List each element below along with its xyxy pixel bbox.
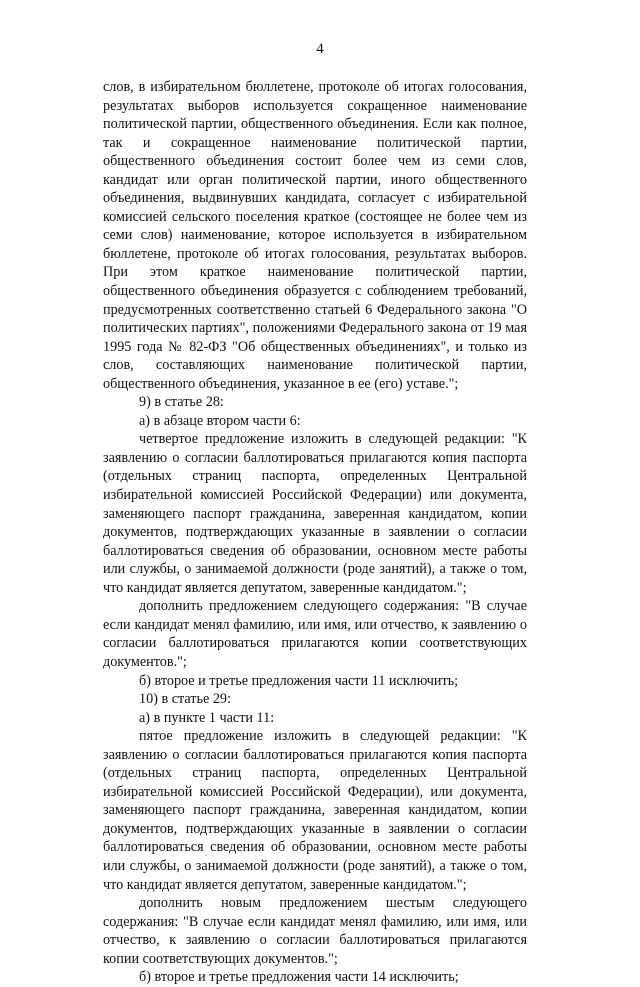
paragraph-item-9b: б) второе и третье предложения части 11 исключить; bbox=[139, 672, 459, 689]
paragraph-item-10a: а) в пункте 1 части 11: bbox=[139, 709, 275, 726]
paragraph-add-sixth-sentence: дополнить новым предложением шестым следующего содержания: "В случае если кандидат менял фамилию, или имя, или отчество, к заявлению о согласии баллотироваться прилагаются копии соответствующих документов."; bbox=[103, 895, 527, 967]
paragraph-item-9: 9) в статье 28: bbox=[139, 394, 224, 411]
paragraph-fifth-sentence: пятое предложение изложить в следующей редакции: "К заявлению о согласии баллотироваться прилагаются копия паспорта (отдельных страниц паспорта, определенных Центральной избирательной комиссией Российской Федерации), или документа, заменяющего паспорт гражданина, заверенная кандидатом, копии документов, подтверждающих указанные в заявлении о согласии баллотироваться сведения об образовании, основном месте работы или службы, о занимаемой должности (роде занятий), а также о том, что кандидат является депутатом, заверенные кандидатом."; bbox=[103, 728, 527, 893]
paragraph-add-sentence: дополнить предложением следующего содержания: "В случае если кандидат менял фамилию, или имя, или отчество, к заявлению о согласии баллотироваться прилагаются копии соответствующих документов."; bbox=[103, 598, 527, 670]
page-number: 4 bbox=[316, 41, 324, 57]
paragraph-fourth-sentence: четвертое предложение изложить в следующей редакции: "К заявлению о согласии баллотироваться прилагаются копия паспорта (отдельных страниц паспорта, определенных Центральной избирательной комиссией Российской Федерации) или документа, заменяющего паспорт гражданина, заверенная кандидатом, копии документов, подтверждающих указанные в заявлении о согласии баллотироваться сведения об образовании, основном месте работы или службы, о занимаемой должности (роде занятий), а также о том, что кандидат является депутатом, заверенные кандидатом."; bbox=[103, 431, 527, 596]
document-body bbox=[103, 78, 527, 987]
paragraph-item-9a: а) в абзаце втором части 6: bbox=[139, 412, 301, 429]
paragraph-party-name-continuation: слов, в избирательном бюллетене, протоколе об итогах голосования, результатах выборов используется сокращенное наименование политической партии, общественного объединения. Если как полное, так и сокращенное наименование политической партии, общественного объединения состоит более чем из семи слов, кандидат или орган политической партии, иного общественного объединения, выдвинувших кандидата, согласует с избирательной комиссией сельского поселения краткое (состоящее не более чем из семи слов) наименование, которое используется в избирательном бюллетене, протоколе об итогах голосования, результатах выборов. При этом краткое наименование политической партии, общественного объединения образуется с соблюдением требований, предусмотренных соответственно статьей 6 Федерального закона "О политических партиях", положениями Федерального закона от 19 мая 1995 года № 82-ФЗ "Об общественных объединениях", и только из слов, составляющих наименование политической партии, общественного объединения, указанное в ее (его) уставе."; bbox=[103, 79, 527, 392]
scan-speck bbox=[205, 855, 207, 856]
paragraph-item-10b: б) второе и третье предложения части 14 исключить; bbox=[139, 969, 459, 986]
paragraph-item-10: 10) в статье 29: bbox=[139, 691, 231, 708]
